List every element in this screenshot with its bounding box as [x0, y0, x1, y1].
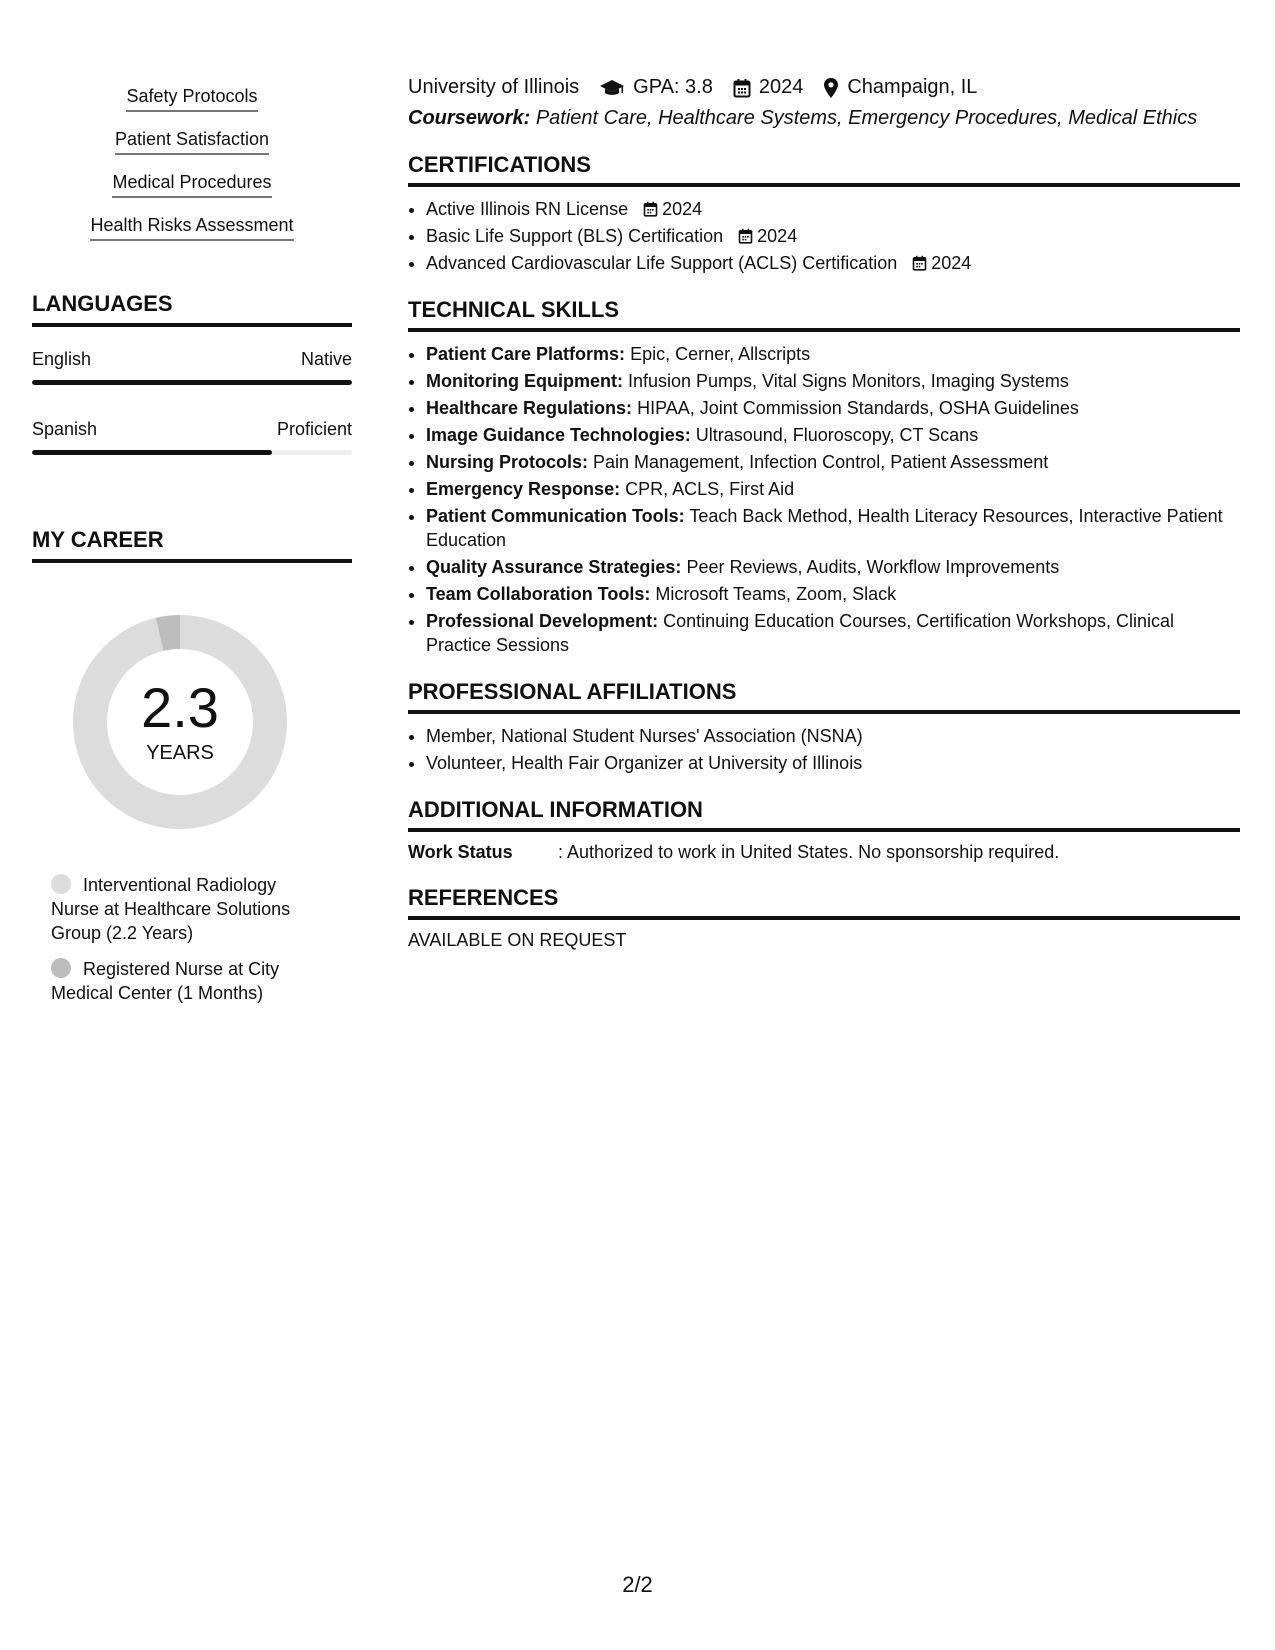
- main-content: [408, 76, 1240, 951]
- skill-values: Infusion Pumps, Vital Signs Monitors, Imaging Systems: [627, 371, 1069, 391]
- school-name: University of Illinois: [408, 76, 580, 98]
- certification-date: 2024: [931, 253, 972, 273]
- skill-category: Professional Development:: [426, 611, 659, 631]
- coursework-label: Coursework:: [408, 107, 531, 129]
- career-legend: [51, 873, 321, 1005]
- career-donut: [65, 607, 295, 837]
- gpa: GPA: 3.8: [633, 76, 713, 98]
- skill-tag: Health Risks Assessment: [90, 215, 293, 241]
- work-status-row: [408, 842, 1240, 863]
- education-line: [408, 76, 1240, 99]
- list-item: [426, 197, 1240, 221]
- list-item: [426, 369, 1240, 393]
- skill-category: Monitoring Equipment:: [426, 371, 623, 391]
- graduation-cap-icon: [599, 78, 625, 98]
- languages-heading: LANGUAGES: [32, 291, 352, 327]
- skill-category: Quality Assurance Strategies:: [426, 557, 682, 577]
- list-item: [426, 224, 1240, 248]
- affiliations-heading: PROFESSIONAL AFFILIATIONS: [408, 679, 1240, 714]
- technical-skills-list: [408, 342, 1240, 657]
- calendar-icon: [738, 228, 753, 244]
- skill-values: Ultrasound, Fluoroscopy, CT Scans: [695, 425, 979, 445]
- list-item: • Member, National Student Nurses' Association (NSNA): [426, 724, 1240, 748]
- calendar-icon: [643, 201, 658, 217]
- language-name: Spanish: [32, 419, 98, 439]
- graduation-year: 2024: [758, 76, 804, 98]
- list-item: [426, 450, 1240, 474]
- references-heading: REFERENCES: [408, 885, 1240, 920]
- legend-dot-icon: [51, 958, 71, 978]
- skill-tag: Patient Satisfaction: [115, 129, 269, 155]
- language-bar: [32, 450, 352, 455]
- list-item: [426, 555, 1240, 579]
- skill-tag: Medical Procedures: [112, 172, 271, 198]
- list-item: [426, 251, 1240, 275]
- language-bar-fill: [32, 450, 272, 455]
- skills-list: [32, 86, 352, 241]
- page-number: 2/2: [622, 1572, 653, 1597]
- career-total-unit: YEARS: [146, 741, 214, 764]
- language-bar: [32, 380, 352, 385]
- skill-values: CPR, ACLS, First Aid: [625, 479, 795, 499]
- skill-category: Patient Communication Tools:: [426, 506, 685, 526]
- certifications-heading: CERTIFICATIONS: [408, 152, 1240, 187]
- affiliations-list: [408, 724, 1240, 775]
- skill-category: Team Collaboration Tools:: [426, 584, 651, 604]
- skill-values: HIPAA, Joint Commission Standards, OSHA Guidelines: [637, 398, 1079, 418]
- certification-name: Basic Life Support (BLS) Certification: [426, 226, 724, 246]
- skill-category: Healthcare Regulations:: [426, 398, 633, 418]
- list-item: [426, 477, 1240, 501]
- technical-skills-heading: TECHNICAL SKILLS: [408, 297, 1240, 332]
- list-item: [426, 504, 1240, 552]
- calendar-icon: [733, 78, 751, 98]
- list-item: [426, 609, 1240, 657]
- coursework-list: Patient Care, Healthcare Systems, Emergency Procedures, Medical Ethics: [535, 107, 1198, 129]
- career-legend-item: [51, 957, 321, 1005]
- sidebar: [32, 80, 352, 1017]
- list-item: [426, 582, 1240, 606]
- skill-values: Peer Reviews, Audits, Workflow Improvements: [686, 557, 1060, 577]
- language-item: [32, 349, 352, 385]
- location-pin-icon: [823, 77, 839, 99]
- certification-date: 2024: [757, 226, 798, 246]
- skill-values: Teach Back Method, Health Literacy Resources, Interactive Patient Education: [426, 506, 1223, 550]
- language-item: [32, 419, 352, 455]
- career-legend-label: Interventional Radiology Nurse at Healthcare Solutions Group (2.2 Years): [51, 875, 291, 943]
- references-text: AVAILABLE ON REQUEST: [408, 930, 627, 950]
- language-name: English: [32, 349, 92, 369]
- career-total-value: 2.3: [141, 675, 219, 739]
- certification-date: 2024: [662, 199, 703, 219]
- skill-category: Patient Care Platforms:: [426, 344, 626, 364]
- list-item: [426, 396, 1240, 420]
- work-status-value: : Authorized to work in United States. No sponsorship required.: [558, 842, 1060, 862]
- career-heading: MY CAREER: [32, 527, 352, 563]
- list-item: [426, 342, 1240, 366]
- additional-info-heading: ADDITIONAL INFORMATION: [408, 797, 1240, 832]
- location: Champaign, IL: [847, 76, 978, 98]
- language-bar-fill: [32, 380, 352, 385]
- skill-values: Pain Management, Infection Control, Patient Assessment: [593, 452, 1049, 472]
- certifications-list: [408, 197, 1240, 275]
- coursework: [408, 107, 1240, 130]
- calendar-icon: [912, 255, 927, 271]
- list-item: [426, 423, 1240, 447]
- skill-category: Image Guidance Technologies:: [426, 425, 691, 445]
- language-level: Proficient: [276, 419, 352, 439]
- skill-category: Emergency Response:: [426, 479, 621, 499]
- skill-category: Nursing Protocols:: [426, 452, 589, 472]
- legend-dot-icon: [51, 874, 71, 894]
- certification-name: Active Illinois RN License: [426, 199, 629, 219]
- skill-values: Microsoft Teams, Zoom, Slack: [655, 584, 897, 604]
- skill-values: Epic, Cerner, Allscripts: [630, 344, 811, 364]
- skill-tag: Safety Protocols: [126, 86, 257, 112]
- skill-values: Continuing Education Courses, Certification Workshops, Clinical Practice Sessions: [426, 611, 1174, 655]
- certification-name: Advanced Cardiovascular Life Support (ACLS) Certification: [426, 253, 898, 273]
- language-level: Native: [300, 349, 352, 369]
- work-status-label: Work Status: [408, 842, 513, 862]
- career-legend-item: [51, 873, 321, 945]
- list-item: • Volunteer, Health Fair Organizer at University of Illinois: [426, 751, 1240, 775]
- career-legend-label: Registered Nurse at City Medical Center (1 Months): [51, 959, 280, 1003]
